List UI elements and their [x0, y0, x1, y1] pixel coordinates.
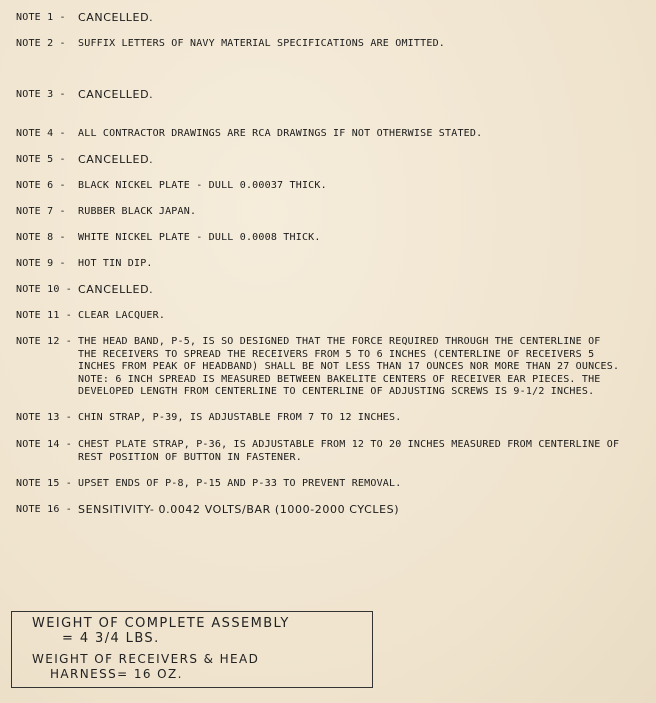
note-7	[16, 206, 636, 219]
note-label: NOTE 5 -	[16, 154, 66, 165]
note-text: CANCELLED.	[78, 283, 154, 296]
note-9	[16, 258, 636, 271]
weight-assembly-value: = 4 3/4 LBS.	[62, 631, 160, 646]
note-label: NOTE 2 -	[16, 38, 66, 49]
note-16	[16, 504, 636, 517]
weight-receivers-label: WEIGHT OF RECEIVERS & HEAD	[32, 652, 260, 666]
note-15	[16, 478, 636, 491]
note-2	[16, 38, 636, 51]
note-5	[16, 154, 636, 167]
note-text: BLACK NICKEL PLATE - DULL 0.00037 THICK.	[78, 180, 327, 191]
note-text: THE HEAD BAND, P-5, IS SO DESIGNED THAT THE FORCE REQUIRED THROUGH THE CENTERLINE OF THE RECEIVERS TO SPREAD THE RECEIVERS FROM 5 TO 6 INCHES (CENTERLINE OF RECEIVERS 5 INCHES FROM PEAK OF HEADBAND) SHALL BE NOT LESS THAN 17 OUNCES NOR MORE THAN 27 OUNCES. NOTE: 6 INCH SPREAD IS MEASURED BETWEEN BAKELITE CENTERS OF RECEIVER EAR PIECES. THE DEVELOPED LENGTH FROM CENTERLINE TO CENTERLINE OF ADJUSTING SCREWS IS 9-1/2 INCHES.	[78, 336, 620, 398]
note-text: CHEST PLATE STRAP, P-36, IS ADJUSTABLE FROM 12 TO 20 INCHES MEASURED FROM CENTERLINE OF REST POSITION OF BUTTON IN FASTENER.	[78, 439, 620, 463]
note-3	[16, 89, 636, 102]
note-text: CLEAR LACQUER.	[78, 310, 166, 321]
note-text: SENSITIVITY- 0.0042 VOLTS/BAR (1000-2000 CYCLES)	[78, 503, 400, 516]
note-4	[16, 128, 636, 141]
note-label: NOTE 10 -	[16, 284, 72, 295]
note-label: NOTE 4 -	[16, 128, 66, 139]
note-text: CANCELLED.	[78, 153, 154, 166]
weight-assembly-label: WEIGHT OF COMPLETE ASSEMBLY	[32, 616, 290, 631]
note-label: NOTE 15 -	[16, 478, 72, 489]
note-text: UPSET ENDS OF P-8, P-15 AND P-33 TO PREVENT REMOVAL.	[78, 478, 402, 489]
note-text: ALL CONTRACTOR DRAWINGS ARE RCA DRAWINGS IF NOT OTHERWISE STATED.	[78, 128, 483, 139]
note-text: CHIN STRAP, P-39, IS ADJUSTABLE FROM 7 TO 12 INCHES.	[78, 412, 402, 423]
note-6	[16, 180, 636, 193]
weight-box	[11, 611, 373, 688]
note-10	[16, 284, 636, 297]
note-12	[16, 336, 636, 399]
note-text: SUFFIX LETTERS OF NAVY MATERIAL SPECIFICATIONS ARE OMITTED.	[78, 38, 446, 49]
note-13	[16, 412, 636, 425]
note-text: RUBBER BLACK JAPAN.	[78, 206, 197, 217]
note-label: NOTE 3 -	[16, 89, 66, 100]
note-label: NOTE 12 -	[16, 336, 72, 347]
note-label: NOTE 16 -	[16, 504, 72, 515]
weight-receivers-value: HARNESS= 16 OZ.	[50, 667, 183, 681]
note-label: NOTE 1 -	[16, 12, 66, 23]
note-label: NOTE 9 -	[16, 258, 66, 269]
note-label: NOTE 13 -	[16, 412, 72, 423]
note-label: NOTE 14 -	[16, 439, 72, 450]
note-label: NOTE 8 -	[16, 232, 66, 243]
note-text: CANCELLED.	[78, 88, 154, 101]
note-8	[16, 232, 636, 245]
note-label: NOTE 6 -	[16, 180, 66, 191]
note-text: CANCELLED.	[78, 11, 154, 24]
note-label: NOTE 7 -	[16, 206, 66, 217]
note-14	[16, 439, 636, 464]
note-1	[16, 12, 636, 25]
note-text: HOT TIN DIP.	[78, 258, 153, 269]
note-label: NOTE 11 -	[16, 310, 72, 321]
note-11	[16, 310, 636, 323]
note-text: WHITE NICKEL PLATE - DULL 0.0008 THICK.	[78, 232, 321, 243]
